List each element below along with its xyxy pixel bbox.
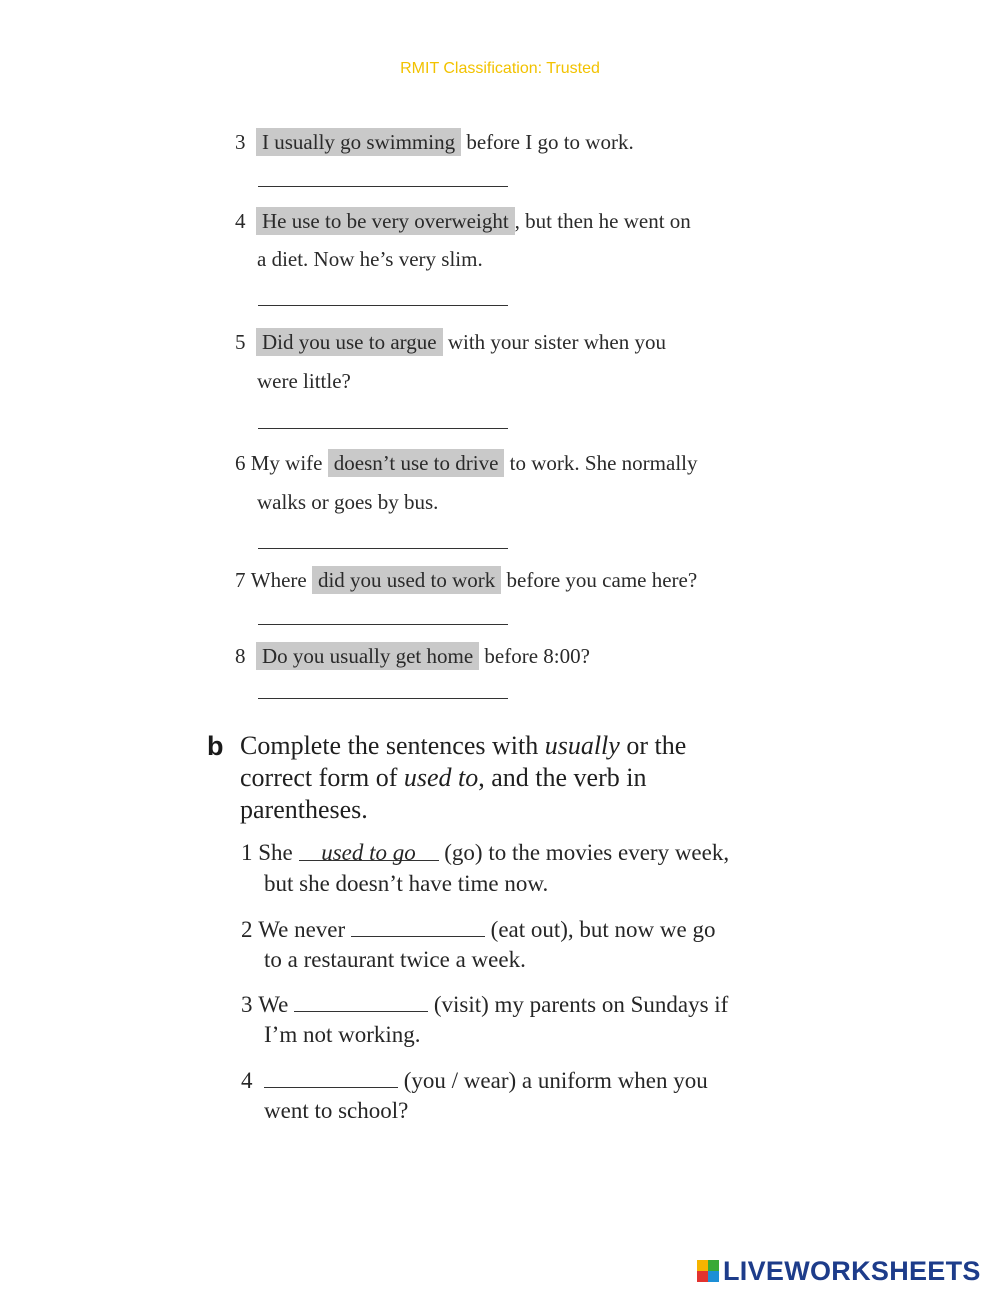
highlighted-phrase: did you used to work [312, 566, 501, 594]
b-item-4 [241, 1065, 708, 1096]
b-item-3 [241, 989, 728, 1020]
highlighted-phrase: Did you use to argue [256, 328, 443, 356]
item-text: (eat out), but now we go [484, 917, 716, 942]
instruction-line-1 [240, 730, 686, 762]
highlighted-phrase: Do you usually get home [256, 642, 479, 670]
item-number: 6 [235, 451, 246, 475]
item-number: 8 [235, 644, 246, 668]
highlighted-phrase: He use to be very overweight [256, 207, 515, 235]
answer-field[interactable] [294, 989, 428, 1012]
item-7-sentence [235, 567, 697, 593]
logo-text: LIVEWORKSHEETS [723, 1255, 981, 1286]
b-item-3-line2: I’m not working. [264, 1022, 421, 1047]
item-3-sentence [235, 129, 634, 155]
item-text: (you / wear) a uniform when you [398, 1068, 708, 1093]
answer-blank[interactable] [258, 624, 508, 625]
instruction-line-2 [240, 762, 646, 794]
liveworksheets-logo [697, 1256, 981, 1286]
instruction-emphasis: usually [544, 731, 620, 760]
instruction-text: or the [619, 731, 687, 760]
item-text: , but then he went on [514, 209, 691, 233]
item-text: before you came here? [501, 568, 698, 592]
answer-field[interactable]: used to go [299, 838, 439, 861]
item-number: 2 [241, 917, 253, 942]
item-number: 5 [235, 330, 246, 354]
answer-blank[interactable] [258, 428, 508, 429]
item-number: 7 [235, 568, 246, 592]
instruction-line-3: parentheses. [240, 795, 368, 824]
item-number: 4 [241, 1068, 253, 1093]
item-text: We never [258, 917, 351, 942]
b-item-1-line2: but she doesn’t have time now. [264, 871, 549, 896]
answer-blank[interactable] [258, 698, 508, 699]
item-number: 4 [235, 209, 246, 233]
item-text: My wife [250, 451, 328, 475]
item-4-sentence [235, 208, 691, 234]
item-text: before I go to work. [461, 130, 634, 154]
item-8-sentence [235, 643, 590, 669]
b-item-2 [241, 914, 716, 945]
item-text: (visit) my parents on Sundays if [428, 992, 729, 1017]
answer-blank[interactable] [258, 548, 508, 549]
highlighted-phrase: doesn’t use to drive [328, 449, 505, 477]
item-5-sentence [235, 329, 666, 355]
item-text: before 8:00? [479, 644, 590, 668]
item-text: She [258, 840, 299, 865]
item-6-sentence [235, 450, 697, 476]
item-number: 1 [241, 840, 253, 865]
item-text: (go) to the movies every week, [438, 840, 730, 865]
instruction-text: , and the verb in [478, 763, 647, 792]
section-letter: b [207, 731, 224, 761]
item-5-line2: were little? [257, 369, 351, 393]
logo-grid-icon [697, 1260, 719, 1282]
answer-blank[interactable] [258, 305, 508, 306]
item-text: to work. She normally [504, 451, 698, 475]
highlighted-phrase: I usually go swimming [256, 128, 461, 156]
item-number: 3 [235, 130, 246, 154]
item-4-line2: a diet. Now he’s very slim. [257, 247, 483, 271]
b-item-1 [241, 838, 729, 868]
item-number: 3 [241, 992, 253, 1017]
b-item-4-line2: went to school? [264, 1098, 409, 1123]
instruction-text: Complete the sentences with [240, 731, 545, 760]
answer-blank[interactable] [258, 186, 508, 187]
answer-field[interactable] [351, 914, 485, 937]
instruction-emphasis: used to [403, 763, 479, 792]
instruction-text: correct form of [240, 763, 404, 792]
item-text: Where [250, 568, 312, 592]
answer-field[interactable] [264, 1065, 398, 1088]
item-6-line2: walks or goes by bus. [257, 490, 439, 514]
item-text: with your sister when you [442, 330, 666, 354]
item-text: We [258, 992, 295, 1017]
b-item-2-line2: to a restaurant twice a week. [264, 947, 526, 972]
classification-label: RMIT Classification: Trusted [400, 60, 600, 77]
